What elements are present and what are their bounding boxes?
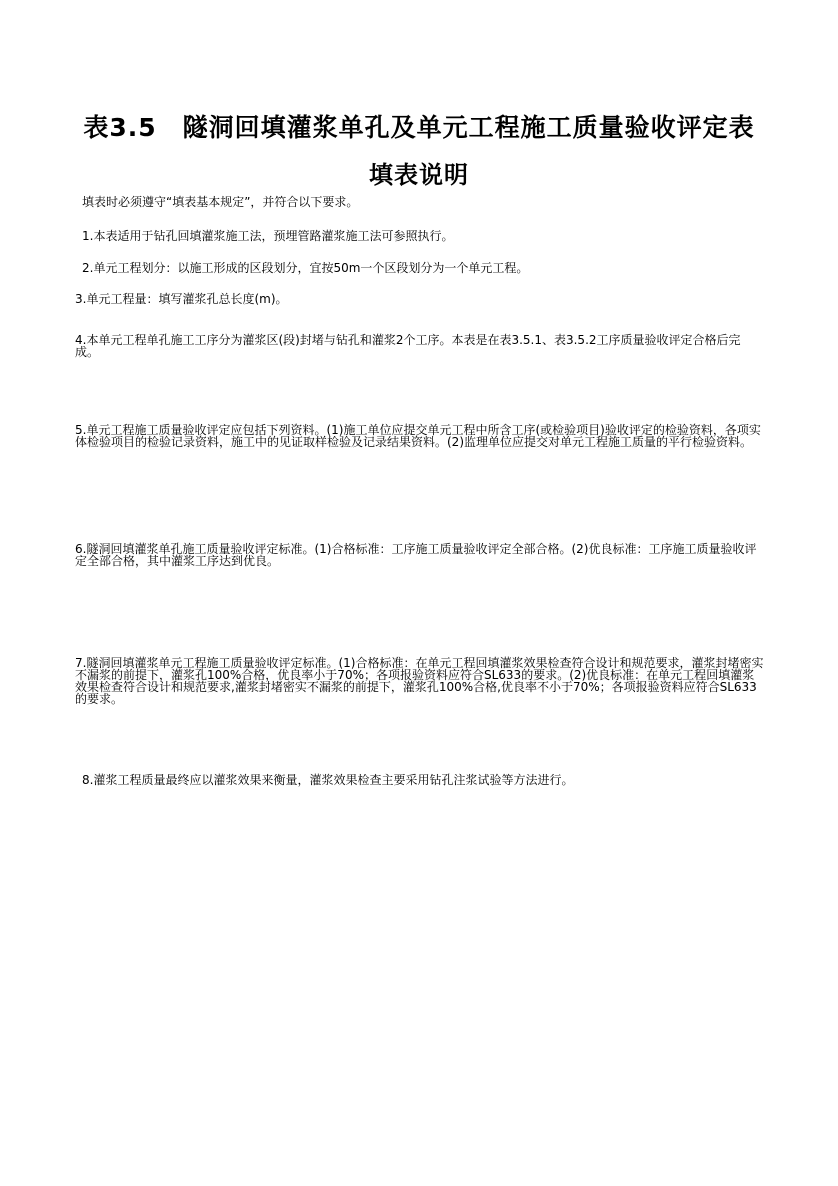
document-title: 表3.5 隧洞回填灌浆单孔及单元工程施工质量验收评定表 xyxy=(83,113,755,142)
instruction-item-5: 5.单元工程施工质量验收评定应包括下列资料。(1)施工单位应提交单元工程中所含工序(或检验项目)验收评定的检验资料，各项实体检验项目的检验记录资料，施工中的见证取样检验及记录结果资料。(2)监理单位应提交对单元工程施工质量的平行检验资料。 xyxy=(75,423,761,449)
document-subtitle: 填表说明 xyxy=(369,161,469,189)
instruction-item-4: 4.本单元工程单孔施工工序分为灌浆区(段)封堵与钻孔和灌浆2个工序。本表是在表3.5.1、表3.5.2工序质量验收评定合格后完成。 xyxy=(75,333,741,359)
instruction-item-6: 6.隧洞回填灌浆单孔施工质量验收评定标准。(1)合格标准：工序施工质量验收评定全部合格。(2)优良标准：工序施工质量验收评定全部合格，其中灌浆工序达到优良。 xyxy=(75,542,757,568)
instruction-item-3: 3.单元工程量：填写灌浆孔总长度(m)。 xyxy=(75,292,288,306)
instruction-item-2: 2.单元工程划分：以施工形成的区段划分，宜按50m一个区段划分为一个单元工程。 xyxy=(82,261,529,275)
intro-text: 填表时必须遵守“填表基本规定”，并符合以下要求。 xyxy=(82,195,359,209)
instruction-item-8: 8.灌浆工程质量最终应以灌浆效果来衡量，灌浆效果检查主要采用钻孔注浆试验等方法进行。 xyxy=(82,773,574,787)
instruction-item-1: 1.本表适用于钻孔回填灌浆施工法，预埋管路灌浆施工法可参照执行。 xyxy=(82,229,454,243)
instruction-item-7: 7.隧洞回填灌浆单元工程施工质量验收评定标准。(1)合格标准：在单元工程回填灌浆效果检查符合设计和规范要求，灌浆封堵密实不漏浆的前提下，灌浆孔100%合格，优良率小于70%；各项报验资料应符合SL633的要求。(2)优良标准：在单元工程回填灌浆效果检查符合设计和规范要求,灌浆封堵密实不漏浆的前提下，灌浆孔100%合格,优良率不小于70%；各项报验资料应符合SL633的要求。 xyxy=(75,656,764,706)
